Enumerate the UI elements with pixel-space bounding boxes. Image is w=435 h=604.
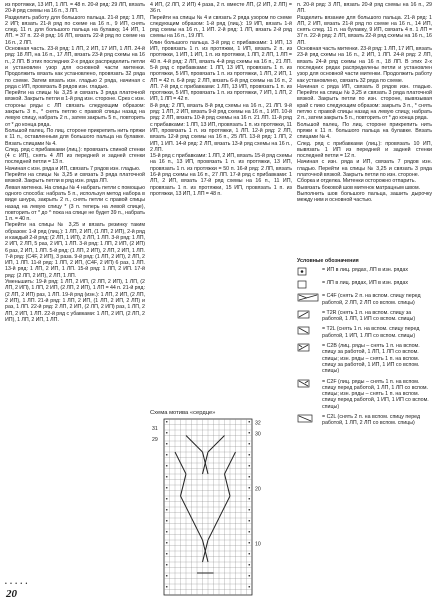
paragraph: Разделить работу для большого пальца. 21-й ряд: 1 ЛП, 2 ИП; вязать 21-й ряд по схеме на 16 п., 9 ИП, снять след. 11 п. для большого пальца на булавку, 14 ИП, 1 ЛП. = 37 п. 22-й ряд: 16 ЛП, вязать 22-й ряд по схеме на 16 п., 2 ЛП. xyxy=(5,14,145,46)
legend-item xyxy=(297,267,432,276)
paragraph: 4 ИП, (2 ЛП, 2 ИП) 4 раза, 2 п. вместе ЛП, (2 ИП, 2 ЛП) = 36 п. xyxy=(150,2,292,15)
paragraph: Перейти на спицы № 3,25 и связать 3 ряда платочной вязкой. Закрыть петли в 1-й ряд изн. стороне. Срез с изн. стороны ряды с ЛП связать следующим образом: закрыть 3 п., * снять петлю с правой спицы назад на левую спицу, набрать 2 п., затем закрыть 5 п., повторить от * до конца ряда. xyxy=(5,90,145,128)
paragraph: Основная часть. 23-й ряд: 1 ЛП, 2 ИП, 17 ИП, 1 ЛП. 24-й ряд: 18 ЛП, на 16 п., 17 ЛП, вязать 23-й ряд схемы на 16 п., 2 ЛП. В этих последних 2-х рядах распределить петли и установлен узор для основной части митенки. Продолжить вязать как установлено, провязать 32 ряда по схеме. Затем вязать изн. гладью 2 ряда, начиная с ряда с ИП, провязать 8 рядов изн. гладью. xyxy=(5,46,145,90)
paragraph: Основная часть митенки. 23-й ряд: 1 ЛП, 17 ИП, вязать 23-й ряд схемы на 16 п., 2 ИП, 1 ЛП. 24-й ряд: 2 ЛП, вязать 24-й ряд схемы на 16 п., 18 ЛП. В этих 2-х последних рядах распределены петли и установлен узор для основной части митенки. Продолжить работу как установлено, связать 32 ряда по схеме. xyxy=(297,46,432,84)
purl-dot xyxy=(166,509,168,511)
purl-dot xyxy=(248,498,250,500)
text-column-right xyxy=(297,2,432,258)
paragraph: Начиная с ряда ИП, связать 8 рядов изн. гладью. Перейти на спицы № 3,25 и связать 3 ряда платочной вязкой. Закрыть петли по изн. стороне, вывязывая край с пико следующим образом: закрыть 3 п., * снять петлю с правой спицы назад на левую спицу, набрать 2 п., затем закрыть 5 п., повторить от * до конца ряда. xyxy=(297,83,432,122)
purl-dot xyxy=(248,454,250,456)
paragraph: из протяжки, 13 ИП, 1 ЛП. = 48 п. 20-й ряд: 29 ЛП, вязать 20-й ряд схемы на 16 п., 3 ЛП. xyxy=(5,2,145,15)
legend-item xyxy=(297,280,432,289)
legend-text: = ИП в лиц. рядах, ЛП в изн. рядах xyxy=(322,267,409,274)
purl-box-icon xyxy=(297,267,319,276)
purl-dot xyxy=(166,476,168,478)
paragraph: Перейти на спицы № 3,25 и вязать резинку таким образом: 1-й ряд (лиц.): 1 ЛП, 2 ИП, (1 ЛП, 2 ИП), 2-й ряд и каждый 2-й ряд: (2 ЛП, 1 ИП), 2 ЛП, 1 ЛП. 3-й ряд: 1 ЛП, 2 ИП, 2 ЛП, 5 раз, 2 ИП, 1 ЛП. 3-й ряд: 1 ЛП, 2 ИП, (2 ИП) 6 раз, 2 ИП, 1 ЛП. 5-й ряд: (1 ЛП, 2 ИП), 2 ЛП, 2 ИП, 1 ЛП. 7-й ряд: (C4F, 2 ИП), 3 раза. 9-й ряд: (1 ЛП, 2 ИП), 2 ЛП, 2 ИП, 1 ЛП. 11-й ряд: 1 ЛП, 2 ИП, (C4F, 2 ИП) 6 раз, 1 ЛП. 13-й ряд: 1 ЛП, 2 ИП, 1 ЛП. 15-й ряд: 1 ЛП, 2 ИП. 17-й ряд: (2 ЛП, 2 ИП), 2 ЛП, 1 ЛП. xyxy=(5,222,145,279)
purl-dot xyxy=(248,520,250,522)
purl-dot xyxy=(248,421,250,423)
cable-c2b-icon xyxy=(297,343,319,352)
purl-dot xyxy=(166,542,168,544)
text-column-middle xyxy=(150,2,292,412)
legend-item xyxy=(297,343,432,374)
paragraph: Перейти на спицы № 3,25 и связать 3 ряда платочной вязкой. Закрыть петли в ряд изн. ряда ЛП. xyxy=(5,172,145,185)
paragraph: Левая митенка. На спицы № 4 набрать петли с помощью одного способа: набрать 5 п., используя метод набора в виде шнура, закрыть 2 п., снять петли с правой спицы назад на левую спицу * (3 п. теперь на левой спице), повторить от * до ^ пока на спице не будет 39 п., набрать 1 п. = 40 п. xyxy=(5,184,145,223)
purl-dot xyxy=(166,498,168,500)
paragraph: Разделить вязание для большого пальца. 21-й ряд: 1 ЛП, 2 ИП, вязать 21-й ряд по схеме на 16 п., 14 ИП, снять след. 11 п. на булавку, 9 ИП, связать 4 п. 1 ЛП = 37 п. 22-й ряд: 2 ЛП, вязать 22-й ряд схемы на 16 п., 16 ЛП. xyxy=(297,14,432,46)
legend-item xyxy=(297,414,432,427)
cable-c4f-icon xyxy=(297,293,319,302)
purl-dot xyxy=(166,432,168,434)
cable-c2l-icon xyxy=(297,414,319,423)
legend-text: = C2L (снять 2 п. на вспом. спицу перед работой, 1 ЛП, 2 ЛП со вспом. спицы) xyxy=(322,414,421,427)
cable-t2r-icon xyxy=(297,310,319,319)
paragraph: Клин большого пальца. 3-й ряд с прибавками: 1 ИП, 13 ИП, провязать 1 п. из протяжки, 1 ИП, вязать 2 п. из протяжки, 1 ИП, 1 ИП, 1 п. из протяжки, 1 ЛП, 2 ЛП, 1 ЛП = 40 п. 4-й ряд: 2 ЛП, вязать 4-й ряд схемы на 16 п., 21 ЛП. 5-й ряд с прибавками: 1 ЛП, 13 ИП, провязать 1 п. из протяжки, 5 ИП, провязать 1 п. из протяжки, 1 ЛП, 2 ИП, 1 ЛП = 42 п. 6-й ряд: 2 ЛП, вязать 6-й ряд схемы на 16 п., 2 ЛП. 7-й ряд с прибавками: 1 ЛП, 13 ИП, провязать 1 п. из протяжки, 5 ИП, провязать 1 п. из протяжки, 7 ИП, 1 ЛП, 2 ИП, 1 ЛП = 42 п. xyxy=(150,39,292,103)
empty-box-icon xyxy=(297,280,319,289)
paragraph: Вывязать боковой шов митенок матрацным швом. xyxy=(297,184,421,191)
legend-item xyxy=(297,379,432,410)
text-column-left xyxy=(5,2,145,590)
symbol-legend xyxy=(297,256,432,594)
purl-dot xyxy=(166,421,168,423)
purl-dot xyxy=(166,531,168,533)
paragraph: След. ряд с прибавками (лиц.): провязать 10 ИП, вывязать 1 ИП из передней и задней стенки последней петли = 12 п. xyxy=(297,140,432,160)
paragraph: Уменьшить: 19-й ряд: 1 ЛП, 2 ИП, (2 ЛП, 2 ИП), 1 ЛП, (2 ЛП, 2 ИП), 1 ЛП, 2 ИП, (2 ЛП, 2 ИП), 1 ЛП = 44 п. 21-й ряд: (2 ЛП, 2 ИП) раз, 1 ЛП. 19-й ряд (изн.): 1 ЛП, 2 ИП, (2 ЛП, 2 ИП), 1 ЛП. 21-й ряд: 1 ЛП, 2 ИП, (1 ЛП, 2 ИП, 2 ЛП) и раз, 1 ЛП. 22-й ряд: 2 ЛП, 2 ИП, (2 ЛП, 2 ИП) раз, 1 ЛП, 2 ЛП, 2 ИП, 1 ЛП. 22-й ряд с убавками: 1 ЛП, 2 ИП, (2 ЛП, 2 ИП), 1 ЛП, 2 ИП, 1 ЛП. xyxy=(5,279,145,323)
purl-dot xyxy=(166,553,168,555)
paragraph: Сборка и отделка. Митенки осторожно отпарить. xyxy=(297,178,416,185)
purl-dot xyxy=(248,531,250,533)
legend-text: = C2F (лиц. ряды – снять 1 п. на вспом. спицу перед работой, 1 ЛП, 1 ЛП со вспом. спицы; изн. ряды – снять 1 п. на вспом. спицу перед работой, 1 ИП, 1 ИП со вспом. спицы) xyxy=(322,378,429,410)
purl-dot xyxy=(166,454,168,456)
page-number: 20 xyxy=(6,588,17,600)
legend-text: = T2R (снять 1 п. на вспом. спицу за работой, 1 ЛП, 1 ИП со вспом. спицы) xyxy=(322,309,416,323)
purl-dot xyxy=(248,487,250,489)
purl-dot xyxy=(166,564,168,566)
legend-text: = T2L (снять 1 п. на вспом. спицу перед работой, 1 ИП, 1 ЛП со вспом. спицы) xyxy=(322,326,420,339)
paragraph: След. ряд с прибавками (лиц.): провязать спиной стенки (4 с ИП), снять 4 ЛП из передней и задней стенки последней петли = 13 п. xyxy=(5,146,145,166)
purl-dot xyxy=(248,465,250,467)
purl-dot xyxy=(166,520,168,522)
purl-dot xyxy=(248,432,250,434)
purl-dot xyxy=(248,586,250,588)
paragraph: Перейти на спицы № 4 и связать 2 ряда узором по схеме следующим образом: 1-й ряд (лиц.): 19 ИП, вязать 1-й ряд схемы на 16 п., 1 ИП. 2-й ряд: 1 ЛП, вязать 2-й ряд схемы на 16 п., 19 ЛП. xyxy=(150,14,292,40)
purl-dot xyxy=(248,542,250,544)
cable-t2l-icon xyxy=(297,326,319,335)
row-number: 31 xyxy=(152,426,158,432)
row-number: 29 xyxy=(152,437,158,443)
purl-dot xyxy=(166,586,168,588)
legend-item xyxy=(297,310,432,323)
paragraph: 8-й ряд: 2 ЛП, вязать 8-й ряд схемы на 16 п., 21 ЛП. 9-й ряд: 1 ЛП, 2 ИП, вязать 9-й ряд схемы на 16 п., 1 ИП. 10-й ряд: 2 ЛП, вязать 10-й ряд схемы на 16 п. 21 ЛП. 11-й ряд с прибавками: 1 ЛП, 13 ИП, провязать 1 п. из протяжки, 11 ИП, провязать 1 п. из протяжки, 1 ЛП. 12-й ряд: 2 ЛП, вязать 12-й ряд схемы на 16 п., 25 ЛП. 13-й ряд: 1 ЛП, 2 ИП, 1 ИП. 14-й ряд: 2 ЛП, вязать 13-й ряд схемы на 16 п., 2 ЛП. xyxy=(150,102,292,153)
paragraph: Большой палец. По лиц. стороне прикрепить нить пряжи к 11 п., оставленным для большого пальца на булавке. Вязать спицами № 4. xyxy=(5,127,145,147)
chart-grid xyxy=(150,417,292,599)
purl-dot xyxy=(248,476,250,478)
chart-title: Схема мотива «сердце» xyxy=(150,410,216,416)
page-dots-decoration: • • • • • xyxy=(5,581,29,587)
legend-item xyxy=(297,293,432,306)
purl-dot xyxy=(248,575,250,577)
row-number: 30 xyxy=(255,431,261,438)
row-number: 20 xyxy=(255,486,261,493)
row-number: 32 xyxy=(255,420,261,427)
purl-dot xyxy=(248,509,250,511)
paragraph: Начиная с изн. ряда и ИП, связать 7 рядов изн. гладью. xyxy=(5,165,141,172)
paragraph: Большой палец. По лиц. стороне прикрепить нить пряжи к 11 п. большого пальца на булавке. Вязать спицами № 4. xyxy=(297,121,432,141)
purl-dot xyxy=(248,553,250,555)
purl-dot xyxy=(166,465,168,467)
row-number: 10 xyxy=(255,541,261,548)
legend-list xyxy=(297,267,432,426)
knitting-chart xyxy=(150,410,292,600)
legend-text: = C4F (снять 2 п. на вспом. спицу перед работой, 2 ЛП, 2 ЛП со вспом. спицы) xyxy=(322,293,421,306)
paragraph: п. 20-й ряд: 3 ЛП, вязать 20-й ряд схемы на 16 п., 29 ЛП. xyxy=(297,2,432,15)
legend-title: Условные обозначения xyxy=(297,258,359,264)
purl-dot xyxy=(166,443,168,445)
legend-text: = C2B (лиц. ряды – снять 1 п. на вспом. спицу за работой, 1 ЛП, 1 ЛП со вспом. спицы; изн. ряды – снять 1 п. на вспом. спицу за работой, 1 ИП, 1 ИП со вспом. спицы) xyxy=(322,343,420,375)
purl-dot xyxy=(166,487,168,489)
paragraph: 15-й ряд с прибавками: 1 ЛП, 2 ИП, вязать 15-й ряд схемы на 16 п., 13 ИП, провязать 1 п. из протяжки, 13 ИП, провязать 1 п. из протяжки = 50 п. 16-й ряд: 2 ЛП, вязать 16-й ряд схемы на 16 п., 27 ЛП. 17-й ряд с прибавками: 1 ЛП, 2 ИП, вязать 17-й ряд схемы на 16 п., 11 ИП, провязать 1 п. из протяжки, 15 ИП, провязать 1 п. из протяжки, 13 ИП, 1 ЛП = 48 п. xyxy=(150,153,292,197)
purl-dot xyxy=(166,575,168,577)
legend-text: = ЛП в лиц. рядах, ИП в изн. рядах xyxy=(322,280,409,287)
purl-dot xyxy=(248,564,250,566)
legend-item xyxy=(297,326,432,339)
purl-dot xyxy=(248,443,250,445)
paragraph: Начиная с изн. ряда и ИП, связать 7 рядов изн. гладью. Перейти на спицы № 3,25 и связать 3 ряда платочной вязкой. Закрыть петли по изн. стороне. xyxy=(297,159,432,179)
paragraph: Выполнить шов большого пальца, зашить дырочку между ним и основной частью. xyxy=(297,190,432,204)
cable-c2f-icon xyxy=(297,379,319,388)
